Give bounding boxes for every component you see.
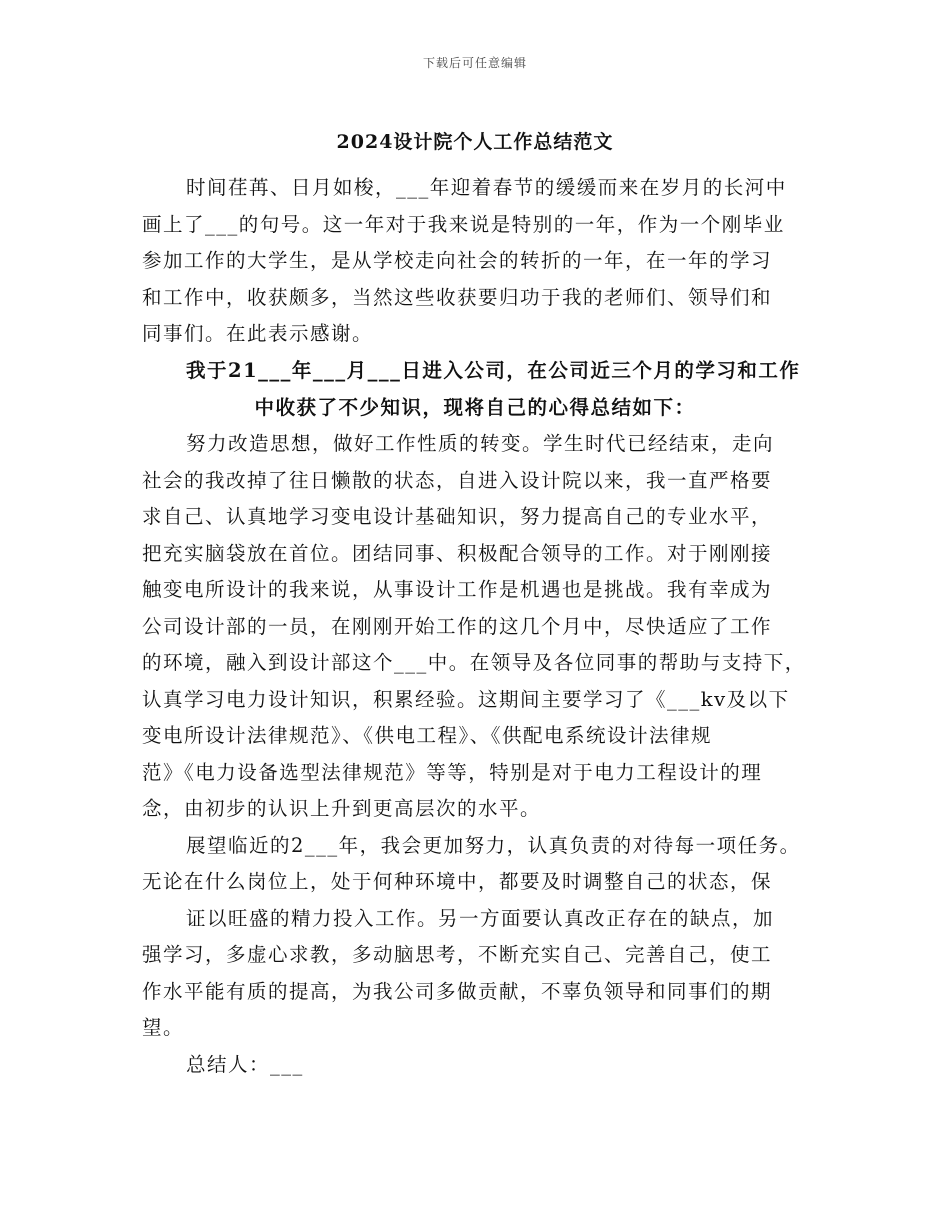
paragraph-line: 社会的我改掉了往日懒散的状态，自进入设计院以来，我一直严格要 [142, 469, 773, 492]
paragraph-line: 展望临近的2___年，我会更加努力，认真负责的对待每一项任务。 [186, 834, 801, 857]
paragraph-line: 认真学习电力设计知识，积累经验。这期间主要学习了《___kv及以下 [142, 688, 790, 711]
paragraph-line: 努力改造思想，做好工作性质的转变。学生时代已经结束，走向 [186, 432, 775, 455]
paragraph-line: 证以旺盛的精力投入工作。另一方面要认真改正存在的缺点，加 [186, 907, 775, 930]
paragraph-line: 的环境，融入到设计部这个___中。在领导及各位同事的帮助与支持下， [142, 651, 806, 674]
bold-paragraph-line: 中收获了不少知识，现将自己的心得总结如下： [254, 396, 696, 419]
paragraph-line: 和工作中，收获颇多，当然这些收获要归功于我的老师们、领导们和 [142, 286, 773, 309]
paragraph-line: 变电所设计法律规范》、《供电工程》、《供配电系统设计法律规 [142, 724, 713, 747]
paragraph-line: 范》《电力设备选型法律规范》等等，特别是对于电力工程设计的理 [142, 761, 763, 784]
page-header: 下载后可任意编辑 [422, 56, 527, 70]
signature-line: 总结人：___ [186, 1053, 304, 1076]
paragraph-line: 公司设计部的一员，在刚刚开始工作的这几个月中，尽快适应了工作 [142, 615, 773, 638]
paragraph-line: 同事们。在此表示感谢。 [142, 322, 374, 345]
paragraph-line: 念，由初步的认识上升到更高层次的水平。 [142, 797, 542, 820]
paragraph-line: 作水平能有质的提高，为我公司多做贡献，不辜负领导和同事们的期 [142, 980, 773, 1003]
paragraph-line: 求自己、认真地学习变电设计基础知识，努力提高自己的专业水平， [142, 505, 773, 528]
paragraph-line: 时间荏苒、日月如梭，___年迎着春节的缓缓而来在岁月的长河中 [186, 176, 787, 199]
paragraph-line: 无论在什么岗位上，处于何种环境中，都要及时调整自己的状态，保 [142, 870, 773, 893]
document-title: 2024设计院个人工作总结范文 [336, 131, 614, 153]
paragraph-line: 画上了___的句号。这一年对于我来说是特别的一年，作为一个刚毕业 [142, 213, 785, 236]
paragraph-line: 强学习，多虚心求教，多动脑思考，不断充实自己、完善自己，使工 [142, 943, 773, 966]
bold-paragraph-line: 我于21___年___月___日进入公司，在公司近三个月的学习和工作 [186, 359, 801, 382]
paragraph-line: 触变电所设计的我来说，从事设计工作是机遇也是挑战。我有幸成为 [142, 578, 773, 601]
paragraph-line: 望。 [142, 1016, 185, 1039]
paragraph-line: 把充实脑袋放在首位。团结同事、积极配合领导的工作。对于刚刚接 [142, 542, 773, 565]
paragraph-line: 参加工作的大学生，是从学校走向社会的转折的一年，在一年的学习 [142, 249, 773, 272]
